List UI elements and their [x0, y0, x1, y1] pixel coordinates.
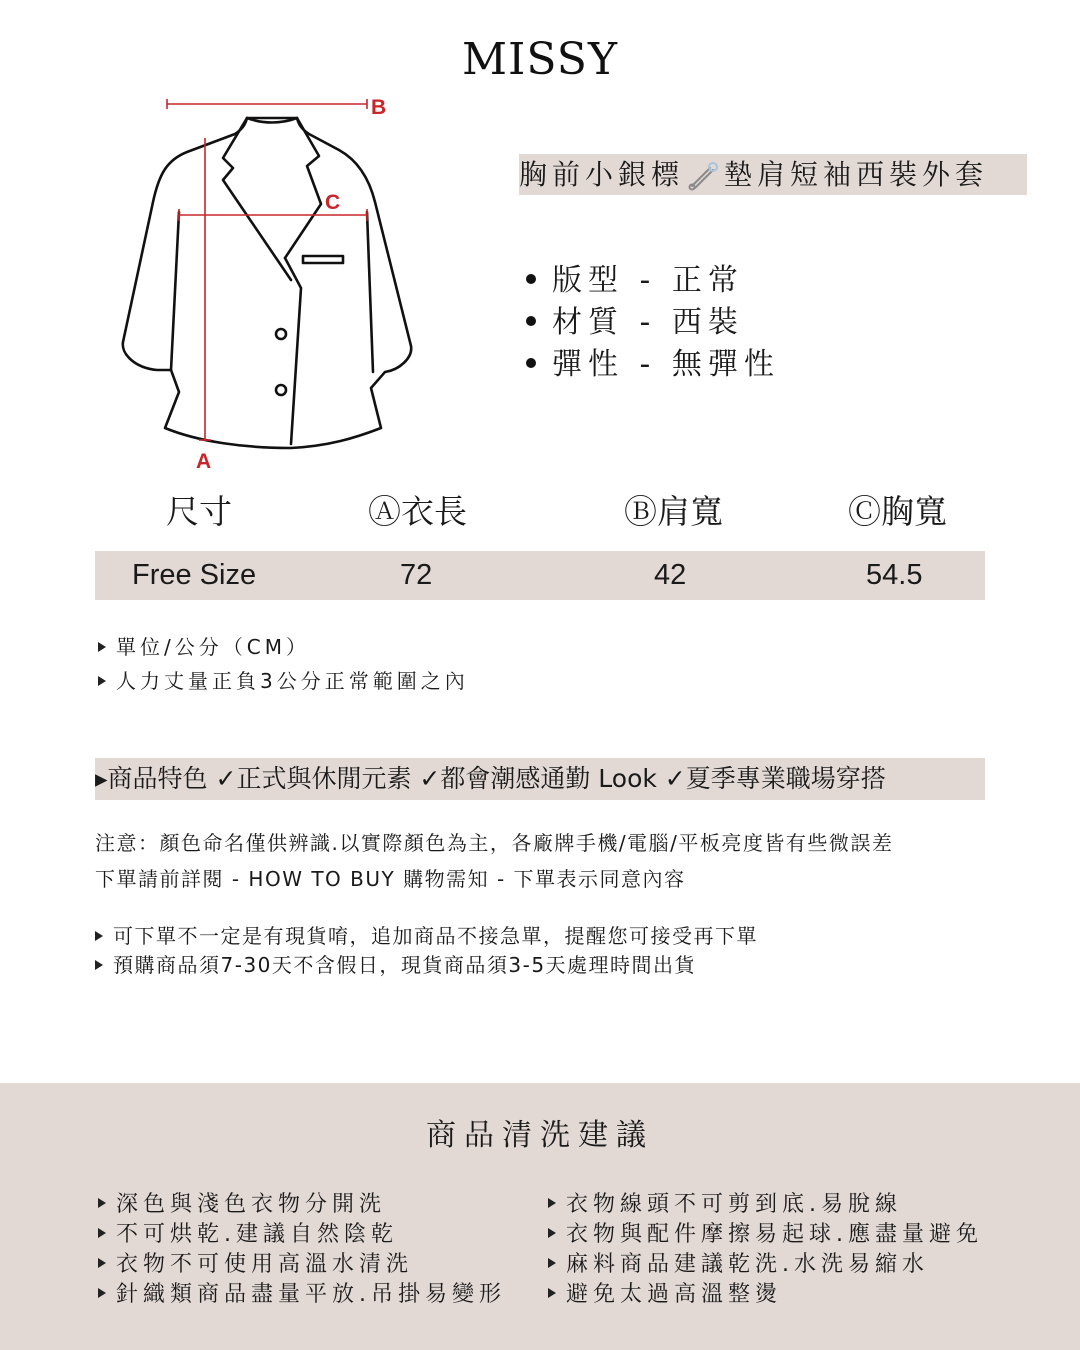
header-chest: Ⓒ胸寬	[848, 492, 947, 531]
label-c: C	[325, 191, 341, 214]
note-item: 人力丈量正負3公分正常範圍之內	[98, 664, 469, 698]
spec-item: 版型 - 正常	[526, 260, 780, 302]
shipping-line: 預購商品須7-30天不含假日，現貨商品須3-5天處理時間出貨	[95, 951, 758, 980]
attention-line: 下單請前詳閱 - HOW TO BUY 購物需知 - 下單表示同意內容	[95, 867, 686, 891]
measure-notes	[98, 630, 469, 698]
cell-chest: 54.5	[866, 559, 923, 591]
product-title-left: 胸前小銀標	[519, 158, 685, 191]
cell-length: 72	[400, 559, 433, 591]
header-size: 尺寸	[166, 492, 232, 531]
product-title-band	[519, 154, 1027, 195]
cell-size: Free Size	[132, 559, 257, 591]
header-shoulder: Ⓑ肩寬	[624, 492, 723, 531]
care-list-right	[548, 1190, 983, 1310]
product-title-right: 墊肩短袖西裝外套	[724, 158, 989, 191]
cell-shoulder: 42	[654, 559, 687, 591]
care-item: 不可烘乾.建議自然陰乾	[98, 1220, 506, 1250]
feature-band: ▸商品特色 ✓正式與休閒元素 ✓都會潮感通勤 Look ✓夏季專業職場穿搭	[95, 758, 985, 800]
care-item: 衣物線頭不可剪到底.易脫線	[548, 1190, 983, 1220]
label-b: B	[371, 96, 387, 119]
care-item: 深色與淺色衣物分開洗	[98, 1190, 506, 1220]
care-item: 麻料商品建議乾洗.水洗易縮水	[548, 1250, 983, 1280]
spec-item: 材質 - 西裝	[526, 302, 780, 344]
shipping-line: 可下單不一定是有現貨唷，追加商品不接急單，提醒您可接受再下單	[95, 922, 758, 951]
care-item: 衣物不可使用高溫水清洗	[98, 1250, 506, 1280]
safety-pin-icon	[686, 161, 722, 191]
care-item: 針織類商品盡量平放.吊掛易變形	[98, 1280, 506, 1310]
jacket-measurement-diagram	[95, 92, 425, 482]
care-list-left	[98, 1190, 506, 1310]
spec-list	[526, 260, 780, 386]
header-length: Ⓐ衣長	[368, 492, 467, 531]
shipping-notes	[95, 922, 758, 980]
care-item: 避免太過高溫整燙	[548, 1280, 983, 1310]
care-item: 衣物與配件摩擦易起球.應盡量避免	[548, 1220, 983, 1250]
attention-notes	[95, 825, 893, 897]
care-title: 商品清洗建議	[426, 1118, 654, 1153]
label-a: A	[196, 450, 212, 473]
brand-logo: MISSY	[462, 34, 618, 85]
attention-line: 注意：顏色命名僅供辨識.以實際顏色為主，各廠牌手機/電腦/平板亮度皆有些微誤差	[95, 831, 894, 855]
spec-item: 彈性 - 無彈性	[526, 344, 780, 386]
note-item: 單位/公分（CM）	[98, 630, 469, 664]
